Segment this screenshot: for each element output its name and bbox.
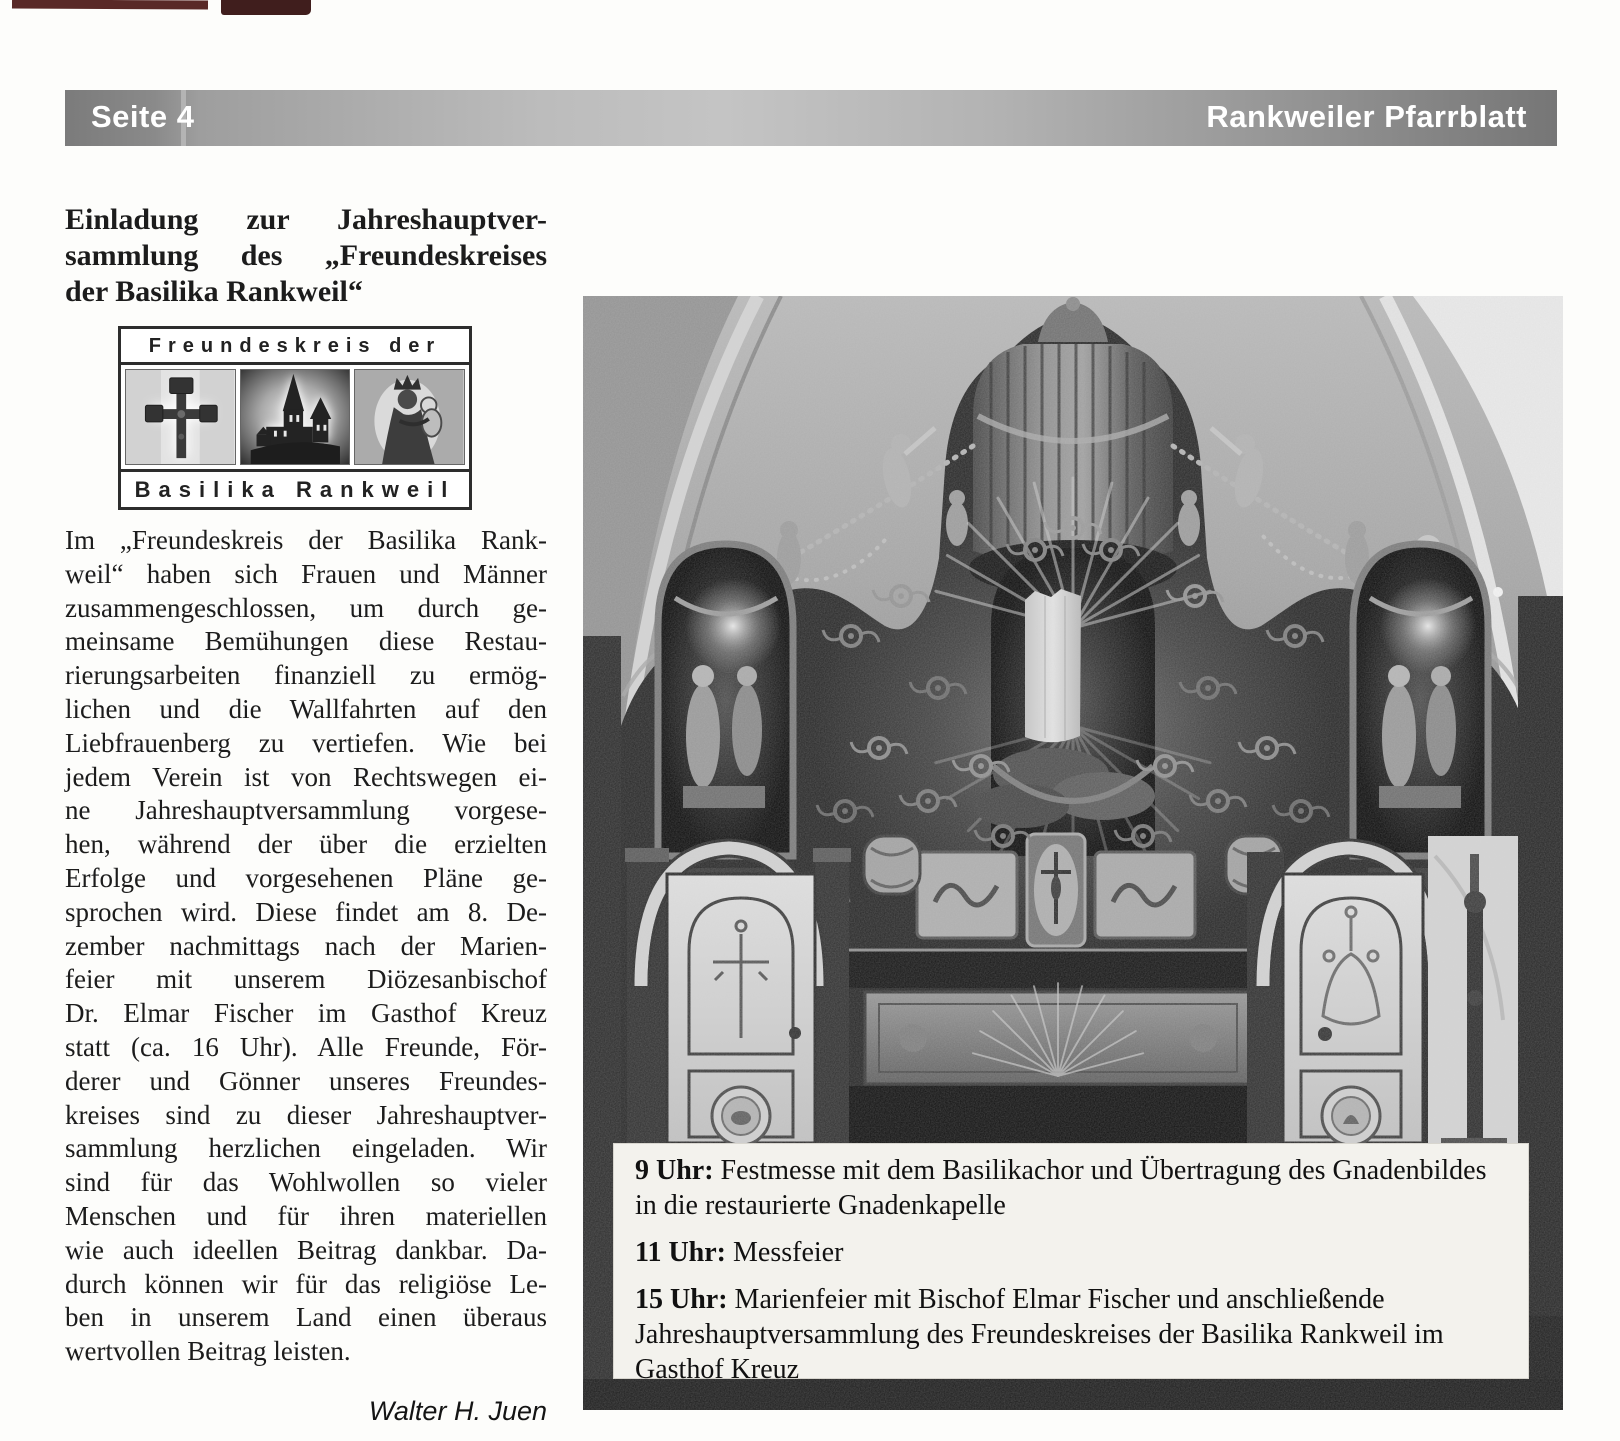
logo-bottom-label: Basilika Rankweil xyxy=(121,469,469,507)
body-line: rierungsarbeiten finanziell zu ermög- xyxy=(65,660,547,691)
body-line: Erfolge und vorgesehenen Pläne ge- xyxy=(65,862,547,893)
schedule-item xyxy=(635,1153,1507,1223)
schedule-box xyxy=(613,1143,1529,1385)
body-line: sprochen wird. Diese findet am 8. De- xyxy=(65,896,547,927)
title-line: sammlung des „Freundeskreises xyxy=(65,239,547,272)
body-line: derer und Gönner unseres Freundes- xyxy=(65,1065,547,1096)
body-line: Im „Freundeskreis der Basilika Rank- xyxy=(65,525,547,555)
page-number: Seite 4 xyxy=(91,99,195,134)
body-line: ne Jahreshauptversammlung vorgese- xyxy=(65,795,547,826)
body-line: wertvollen Beitrag leisten. xyxy=(65,1336,351,1367)
scan-artifact-mark xyxy=(12,0,208,10)
body-line: lichen und die Wallfahrten auf den xyxy=(65,693,547,724)
body-line: feier mit unserem Diözesanbischof xyxy=(65,964,547,995)
article-body xyxy=(65,524,547,1369)
body-line: Liebfrauenberg zu vertiefen. Wie bei xyxy=(65,727,547,758)
altar-photo xyxy=(583,296,1563,1410)
scan-artifact-mark xyxy=(221,0,311,15)
schedule-text: Messfeier xyxy=(733,1237,844,1268)
page-header-band xyxy=(65,90,1557,146)
body-line: zusammengeschlossen, um durch ge- xyxy=(65,592,547,623)
body-line: kreises sind zu dieser Jahreshauptver- xyxy=(65,1099,547,1130)
body-line: durch können wir für das religiöse Le- xyxy=(65,1268,547,1299)
logo-top-label: Freundeskreis der xyxy=(121,329,469,365)
schedule-time: 11 Uhr: xyxy=(635,1237,726,1268)
cross-icon xyxy=(125,369,236,465)
schedule-time: 15 Uhr: xyxy=(635,1284,728,1315)
title-line: Einladung zur Jahreshauptver- xyxy=(65,203,547,236)
article-column xyxy=(65,202,547,1427)
schedule-item xyxy=(635,1282,1507,1387)
publication-title: Rankweiler Pfarrblatt xyxy=(1206,99,1527,134)
schedule-text: Marienfeier mit Bischof Elmar Fischer und anschließende Jahreshauptversammlung des Freundeskreises der Basilika Rankweil im Gasthof Kreuz xyxy=(635,1284,1444,1385)
title-line: der Basilika Rankweil“ xyxy=(65,275,363,308)
freundeskreis-logo xyxy=(118,326,472,510)
logo-panels xyxy=(121,365,469,469)
church-icon xyxy=(240,369,351,465)
schedule-item xyxy=(635,1235,1507,1270)
body-line: zember nachmittags nach der Marien- xyxy=(65,930,547,961)
body-line: Dr. Elmar Fischer im Gasthof Kreuz xyxy=(65,998,547,1029)
body-line: sind für das Wohlwollen so vieler xyxy=(65,1167,547,1198)
body-line: weil“ haben sich Frauen und Männer xyxy=(65,558,547,589)
body-line: wie auch ideellen Beitrag dankbar. Da- xyxy=(65,1234,547,1265)
madonna-icon xyxy=(354,369,465,465)
schedule-time: 9 Uhr: xyxy=(635,1155,714,1186)
body-line: sammlung herzlichen eingeladen. Wir xyxy=(65,1133,547,1164)
body-line: Menschen und für ihren materiellen xyxy=(65,1200,547,1231)
article-title xyxy=(65,202,547,310)
author-byline: Walter H. Juen xyxy=(368,1395,547,1426)
schedule-text: Festmesse mit dem Basilikachor und Übertragung des Gnadenbildes in die restaurierte Gnadenkapelle xyxy=(635,1155,1487,1221)
body-line: jedem Verein ist von Rechtswegen ei- xyxy=(65,761,547,792)
body-line: ben in unserem Land einen überaus xyxy=(65,1302,547,1333)
body-line: meinsame Bemühungen diese Restau- xyxy=(65,626,547,657)
body-line: statt (ca. 16 Uhr). Alle Freunde, För- xyxy=(65,1031,547,1062)
body-line: hen, während der über die erzielten xyxy=(65,829,547,860)
